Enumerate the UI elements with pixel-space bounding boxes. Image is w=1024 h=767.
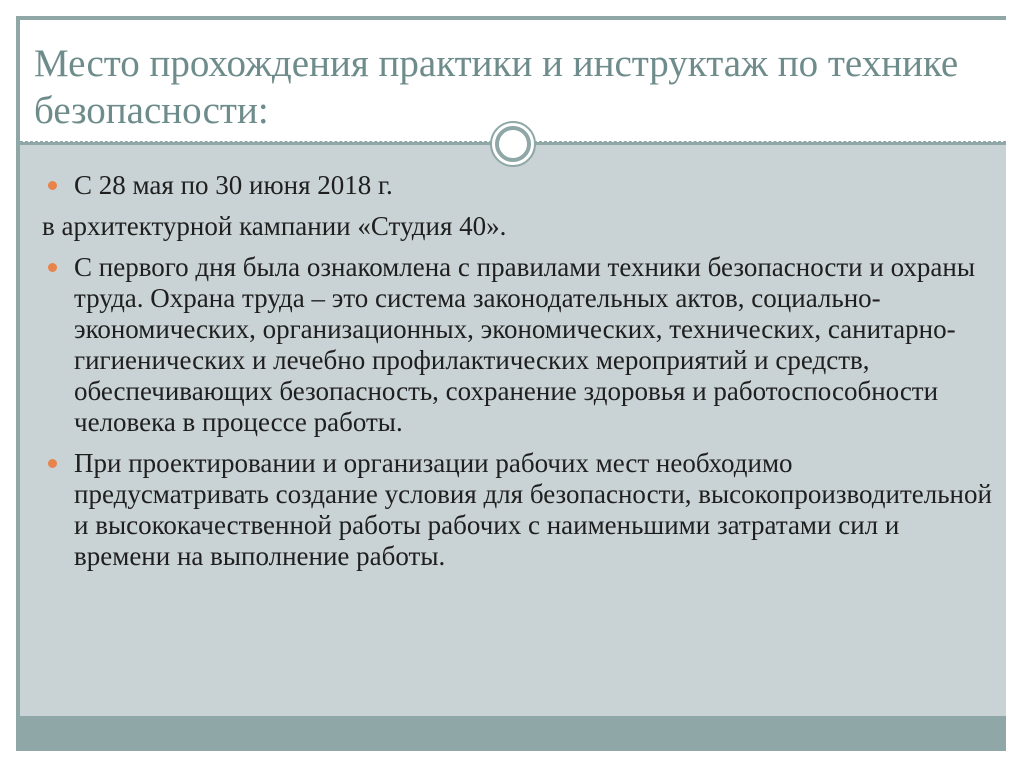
list-item <box>42 170 992 201</box>
list-item-text: в архитектурной кампании «Студия 40». <box>42 211 507 241</box>
list-item <box>42 211 992 242</box>
list-item <box>42 448 992 572</box>
bullet-dot-icon <box>48 459 57 468</box>
bottom-band <box>16 716 1006 751</box>
list-item <box>42 252 992 438</box>
list-item-text: При проектировании и организации рабочих мест необходимо предусматривать создание условия для безопасности, высокопроизводительной и высококачественной работы рабочих с наименьшими затратами сил и времени на выполнение работы. <box>74 448 992 571</box>
list-item-text: С первого дня была ознакомлена с правилами техники безопасности и охраны труда. Охрана труда – это система законодательных актов, социально-экономических, организационных, экономических, технических, санитарно-гигиенических и лечебно профилактических мероприятий и средств, обеспечивающих безопасность, сохранение здоровья и работоспособности человека в процессе работы. <box>74 252 975 437</box>
slide-title: Место прохождения практики и инструктаж по технике безопасности: <box>34 42 959 132</box>
double-ring-icon <box>489 120 537 168</box>
slide-content <box>42 170 992 582</box>
bullet-dot-icon <box>48 181 57 190</box>
bullet-dot-icon <box>48 263 57 272</box>
list-item-text: С 28 мая по 30 июня 2018 г. <box>74 170 393 200</box>
